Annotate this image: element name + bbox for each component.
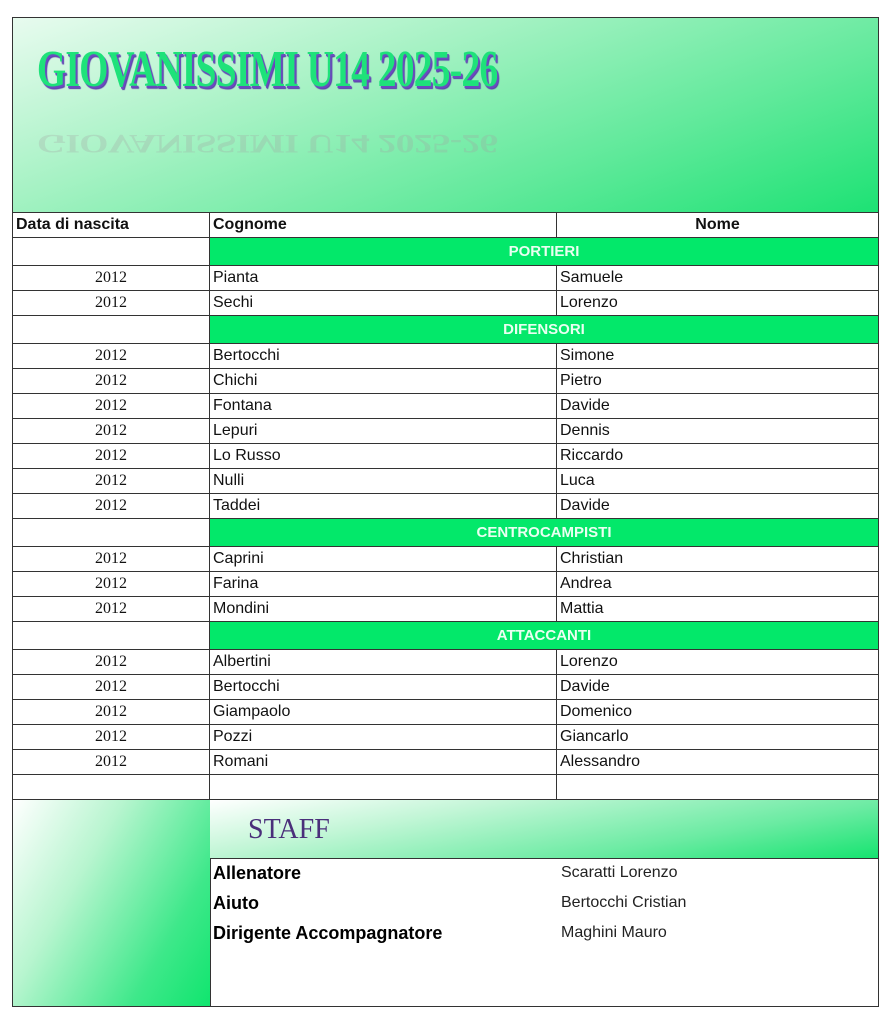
table-row xyxy=(13,494,879,519)
surname-cell: Albertini xyxy=(210,650,557,675)
surname-cell: Lo Russo xyxy=(210,444,557,469)
surname-cell: Nulli xyxy=(210,469,557,494)
table-row xyxy=(13,394,879,419)
empty-cell xyxy=(13,519,210,547)
name-cell: Luca xyxy=(557,469,879,494)
staff-role: Allenatore xyxy=(213,863,302,883)
name-cell: Pietro xyxy=(557,369,879,394)
name-cell: Riccardo xyxy=(557,444,879,469)
empty-cell xyxy=(13,775,210,800)
section-label: PORTIERI xyxy=(210,238,879,266)
surname-cell: Chichi xyxy=(210,369,557,394)
header-name: Nome xyxy=(557,213,879,238)
birth-year-cell: 2012 xyxy=(13,291,210,316)
birth-year-cell: 2012 xyxy=(13,266,210,291)
empty-cell xyxy=(13,622,210,650)
birth-year-cell: 2012 xyxy=(13,650,210,675)
birth-year-cell: 2012 xyxy=(13,394,210,419)
empty-cell xyxy=(557,775,879,800)
page-title-reflection: GIOVANISSIMI U14 2025-26 xyxy=(37,129,498,158)
birth-year-cell: 2012 xyxy=(13,547,210,572)
staff-role: Dirigente Accompagnatore xyxy=(213,923,443,943)
birth-year-cell: 2012 xyxy=(13,572,210,597)
surname-cell: Caprini xyxy=(210,547,557,572)
table-row xyxy=(13,675,879,700)
roster-table xyxy=(12,212,879,800)
table-row xyxy=(13,597,879,622)
surname-cell: Pianta xyxy=(210,266,557,291)
table-row xyxy=(13,369,879,394)
birth-year-cell: 2012 xyxy=(13,700,210,725)
birth-year-cell: 2012 xyxy=(13,444,210,469)
table-row xyxy=(13,469,879,494)
name-cell: Samuele xyxy=(557,266,879,291)
section-row xyxy=(13,519,879,547)
name-cell: Davide xyxy=(557,394,879,419)
surname-cell: Mondini xyxy=(210,597,557,622)
table-row xyxy=(13,344,879,369)
birth-year-cell: 2012 xyxy=(13,469,210,494)
title-banner xyxy=(12,17,879,213)
birth-year-cell: 2012 xyxy=(13,419,210,444)
empty-cell xyxy=(13,238,210,266)
birth-year-cell: 2012 xyxy=(13,725,210,750)
table-row xyxy=(13,572,879,597)
staff-name: Bertocchi Cristian xyxy=(561,894,687,911)
surname-cell: Sechi xyxy=(210,291,557,316)
page-title: GIOVANISSIMI U14 2025-26 xyxy=(37,41,498,98)
birth-year-cell: 2012 xyxy=(13,494,210,519)
name-cell: Andrea xyxy=(557,572,879,597)
table-row xyxy=(13,291,879,316)
header-birth: Data di nascita xyxy=(13,213,210,238)
staff-name: Maghini Mauro xyxy=(561,924,667,941)
header-surname: Cognome xyxy=(210,213,557,238)
name-cell: Domenico xyxy=(557,700,879,725)
section-row xyxy=(13,316,879,344)
section-label: DIFENSORI xyxy=(210,316,879,344)
surname-cell: Fontana xyxy=(210,394,557,419)
table-row xyxy=(13,725,879,750)
surname-cell: Giampaolo xyxy=(210,700,557,725)
section-label: CENTROCAMPISTI xyxy=(210,519,879,547)
name-cell: Alessandro xyxy=(557,750,879,775)
empty-cell xyxy=(13,316,210,344)
surname-cell: Bertocchi xyxy=(210,675,557,700)
birth-year-cell: 2012 xyxy=(13,344,210,369)
staff-title: STAFF xyxy=(248,814,330,845)
table-row xyxy=(13,700,879,725)
name-cell: Giancarlo xyxy=(557,725,879,750)
name-cell: Lorenzo xyxy=(557,650,879,675)
surname-cell: Romani xyxy=(210,750,557,775)
birth-year-cell: 2012 xyxy=(13,369,210,394)
section-row xyxy=(13,622,879,650)
surname-cell: Pozzi xyxy=(210,725,557,750)
table-row xyxy=(13,266,879,291)
name-cell: Davide xyxy=(557,675,879,700)
table-row xyxy=(13,444,879,469)
surname-cell: Taddei xyxy=(210,494,557,519)
birth-year-cell: 2012 xyxy=(13,597,210,622)
birth-year-cell: 2012 xyxy=(13,675,210,700)
staff-side-panel xyxy=(13,800,211,1006)
table-row xyxy=(13,750,879,775)
table-row xyxy=(13,419,879,444)
empty-row xyxy=(13,775,879,800)
name-cell: Christian xyxy=(557,547,879,572)
name-cell: Simone xyxy=(557,344,879,369)
name-cell: Lorenzo xyxy=(557,291,879,316)
section-row xyxy=(13,238,879,266)
section-label: ATTACCANTI xyxy=(210,622,879,650)
surname-cell: Farina xyxy=(210,572,557,597)
table-row xyxy=(13,547,879,572)
staff-name: Scaratti Lorenzo xyxy=(561,864,678,881)
table-row xyxy=(13,650,879,675)
staff-role: Aiuto xyxy=(213,893,259,913)
name-cell: Mattia xyxy=(557,597,879,622)
empty-cell xyxy=(210,775,557,800)
surname-cell: Lepuri xyxy=(210,419,557,444)
birth-year-cell: 2012 xyxy=(13,750,210,775)
name-cell: Dennis xyxy=(557,419,879,444)
staff-header xyxy=(210,800,878,859)
surname-cell: Bertocchi xyxy=(210,344,557,369)
header-row xyxy=(13,213,879,238)
name-cell: Davide xyxy=(557,494,879,519)
